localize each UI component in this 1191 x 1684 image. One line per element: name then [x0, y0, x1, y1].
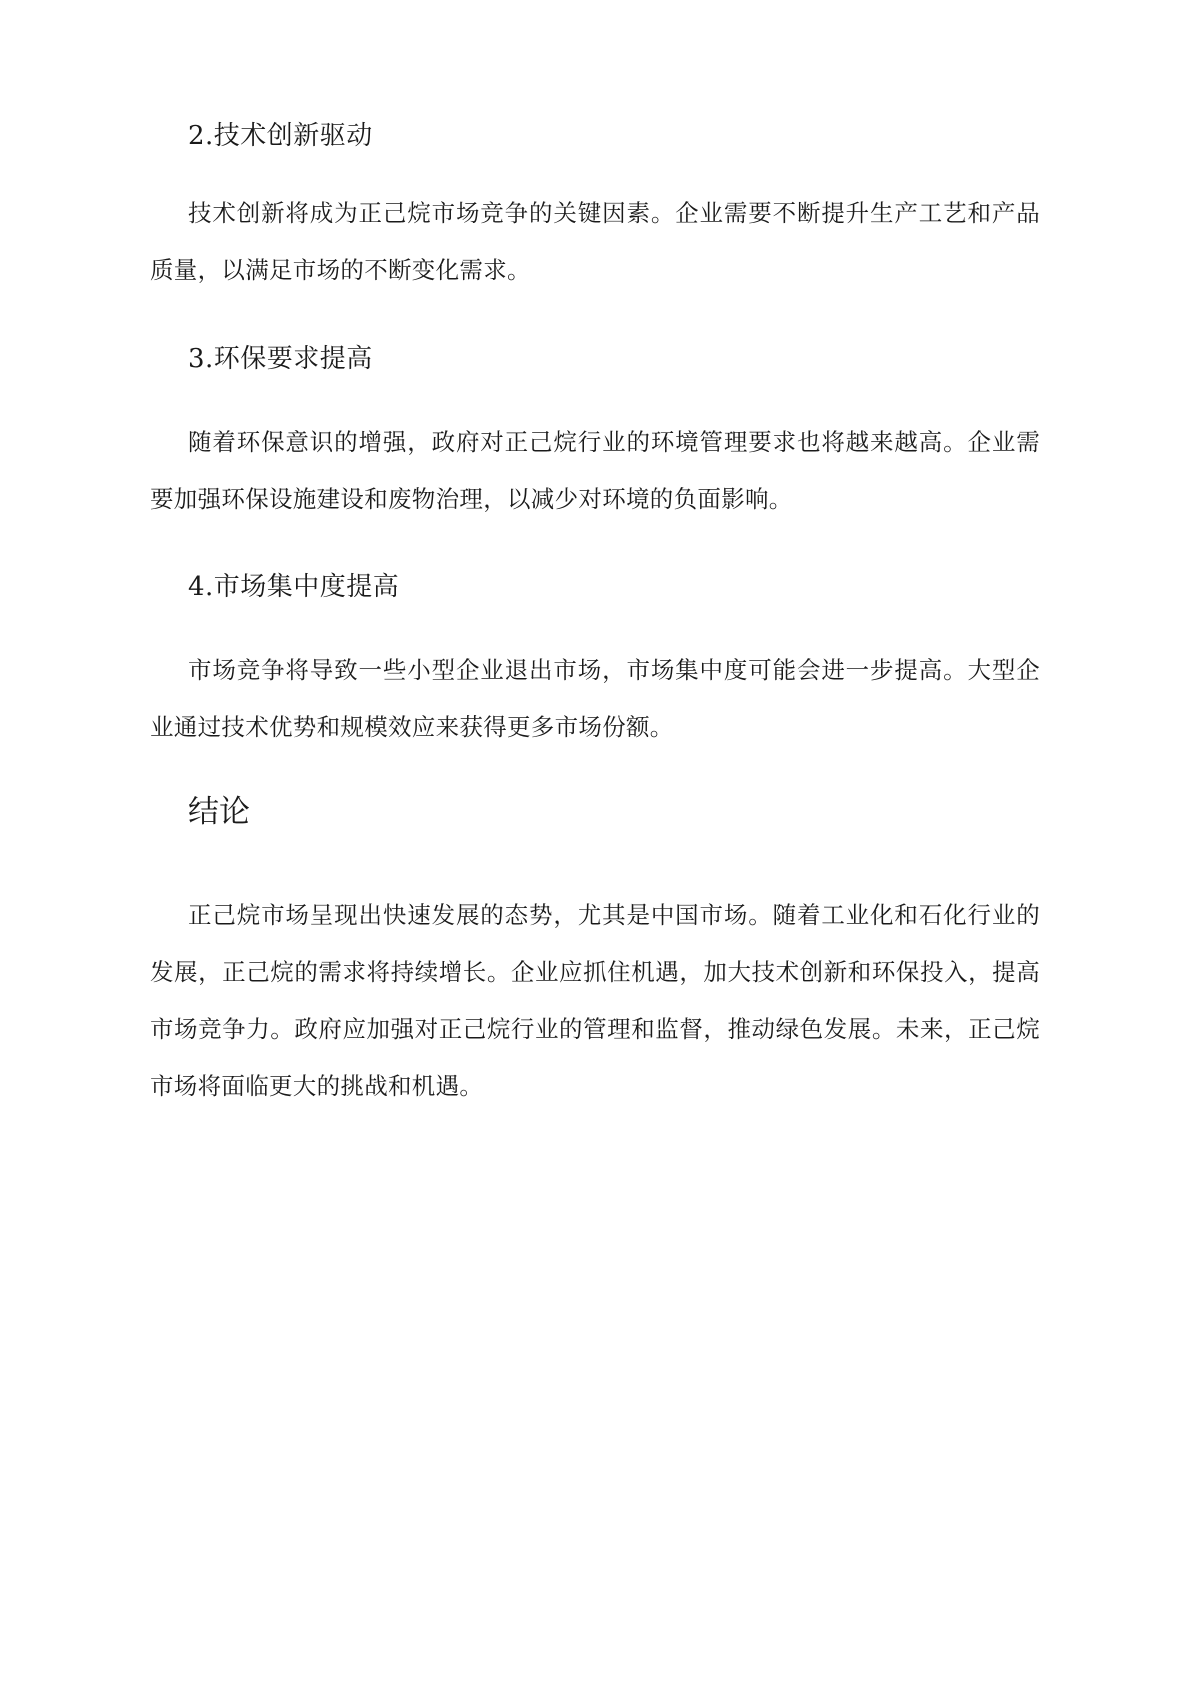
section-paragraph-market-concentration: 市场竞争将导致一些小型企业退出市场，市场集中度可能会进一步提高。大型企业通过技术优势和规模效应来获得更多市场份额。: [150, 656, 1040, 741]
section-paragraph-technology-innovation: 技术创新将成为正己烷市场竞争的关键因素。企业需要不断提升生产工艺和产品质量，以满足市场的不断变化需求。: [150, 199, 1040, 284]
section-heading-market-concentration: 4.市场集中度提高: [188, 572, 400, 602]
conclusion-paragraph: 正己烷市场呈现出快速发展的态势，尤其是中国市场。随着工业化和石化行业的发展，正己烷的需求将持续增长。企业应抓住机遇，加大技术创新和环保投入，提高市场竞争力。政府应加强对正己烷行业的管理和监督，推动绿色发展。未来，正己烷市场将面临更大的挑战和机遇。: [150, 901, 1040, 1100]
section-heading-technology-innovation: 2.技术创新驱动: [188, 121, 373, 151]
conclusion-heading: 结论: [188, 794, 250, 830]
section-heading-environmental-requirements: 3.环保要求提高: [188, 344, 373, 374]
section-paragraph-environmental-requirements: 随着环保意识的增强，政府对正己烷行业的环境管理要求也将越来越高。企业需要加强环保设施建设和废物治理，以减少对环境的负面影响。: [150, 428, 1040, 513]
